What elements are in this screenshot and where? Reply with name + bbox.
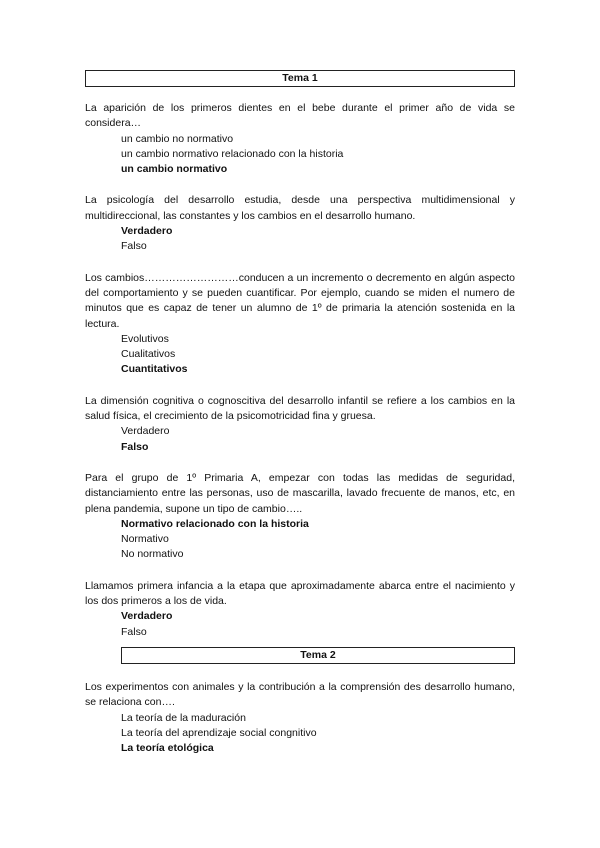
tema-2-header: Tema 2 xyxy=(121,647,515,664)
question-6 xyxy=(85,579,515,640)
question-3 xyxy=(85,271,515,378)
option: La teoría del aprendizaje social congnitivo xyxy=(121,726,317,739)
correct-option: Cuantitativos xyxy=(121,363,188,376)
correct-option: Falso xyxy=(121,440,149,453)
option: un cambio normativo relacionado con la historia xyxy=(121,147,344,160)
question-5 xyxy=(85,471,515,563)
question-text: Para el grupo de 1º Primaria A, empezar con todas las medidas de seguridad, distanciamiento entre las personas, uso de mascarilla, lavado frecuente de manos, etc, en plena pandemia, supone un tipo de cambio….. xyxy=(85,471,515,515)
question-text: Llamamos primera infancia a la etapa que aproximadamente abarca entre el nacimiento y los dos primeros a los de vida. xyxy=(85,579,515,608)
correct-option: Verdadero xyxy=(121,610,173,623)
option: un cambio no normativo xyxy=(121,132,234,145)
question-text: La aparición de los primeros dientes en el bebe durante el primer año de vida se considera… xyxy=(85,102,515,130)
correct-option: Normativo relacionado con la historia xyxy=(121,517,309,530)
question-4 xyxy=(85,394,515,455)
question-text: Los experimentos con animales y la contribución a la comprensión des desarrollo humano, se relaciona con…. xyxy=(85,680,515,709)
question-text: Los cambios………………………conducen a un incremento o decremento en algún aspecto del comportamiento y se pueden cuantificar. Por ejemplo, cuando se miden el numero de minutos que es capaz de tener un alumno de 1º de primaria la atención sostenida en la lectura. xyxy=(85,271,515,330)
tema-1-header: Tema 1 xyxy=(85,70,515,87)
option: La teoría de la maduración xyxy=(121,711,246,724)
option: Evolutivos xyxy=(121,332,169,345)
question-1 xyxy=(85,101,515,177)
option: Falso xyxy=(121,240,147,253)
document-page xyxy=(85,70,515,756)
question-2 xyxy=(85,193,515,254)
option: No normativo xyxy=(121,548,184,561)
option: Verdadero xyxy=(121,425,170,438)
option: Falso xyxy=(121,625,147,638)
question-text: La dimensión cognitiva o cognoscitiva del desarrollo infantil se refiere a los cambios en la salud física, el crecimiento de la psicomotricidad fina y gruesa. xyxy=(85,394,515,423)
option: Cualitativos xyxy=(121,348,176,361)
question-7 xyxy=(85,680,515,756)
question-text: La psicología del desarrollo estudia, desde una perspectiva multidimensional y multidireccional, las constantes y los cambios en el desarrollo humano. xyxy=(85,194,515,222)
correct-option: un cambio normativo xyxy=(121,163,228,176)
correct-option: La teoría etológica xyxy=(121,742,214,755)
option: Normativo xyxy=(121,533,169,546)
correct-option: Verdadero xyxy=(121,225,173,238)
